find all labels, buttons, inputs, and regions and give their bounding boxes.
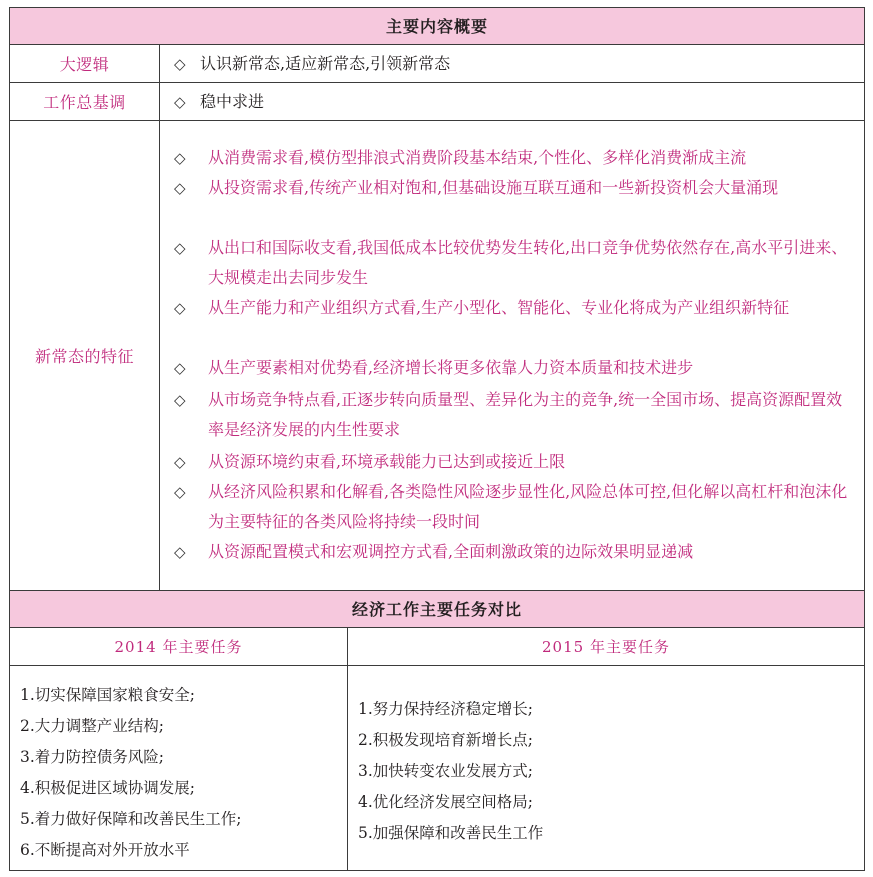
feature-text: 从出口和国际收支看,我国低成本比较优势发生转化,出口竞争优势依然存在,高水平引进来、大规模走出去同步发生 bbox=[208, 238, 848, 287]
list-item: 5.加强保障和改善民生工作 bbox=[358, 824, 544, 842]
diamond-bullet-icon: ◇ bbox=[174, 359, 186, 377]
tone-content bbox=[160, 83, 864, 120]
list-item: 3.加快转变农业发展方式; bbox=[358, 762, 534, 780]
feature-text: 从消费需求看,模仿型排浪式消费阶段基本结束,个性化、多样化消费渐成主流 bbox=[208, 148, 747, 167]
compare-year-headings bbox=[10, 628, 864, 666]
feature-item bbox=[174, 173, 856, 203]
list-item: 1.努力保持经济稳定增长; bbox=[358, 700, 534, 718]
feature-text: 从经济风险积累和化解看,各类隐性风险逐步显性化,风险总体可控,但化解以高杠杆和泡沫化为主要特征的各类风险将持续一段时间 bbox=[208, 482, 848, 531]
compare-tasks bbox=[10, 666, 864, 870]
logic-text: 认识新常态,适应新常态,引领新常态 bbox=[200, 54, 451, 73]
summary-table bbox=[9, 7, 865, 871]
feature-item bbox=[174, 385, 856, 445]
tone-label: 工作总基调 bbox=[10, 83, 160, 120]
list-item: 2.积极发现培育新增长点; bbox=[358, 731, 534, 749]
feature-text: 从生产要素相对优势看,经济增长将更多依靠人力资本质量和技术进步 bbox=[208, 358, 694, 377]
feature-item bbox=[174, 233, 856, 293]
diamond-bullet-icon: ◇ bbox=[174, 299, 186, 317]
features-content bbox=[160, 121, 864, 590]
feature-text: 从生产能力和产业组织方式看,生产小型化、智能化、专业化将成为产业组织新特征 bbox=[208, 298, 790, 317]
list-item: 2.大力调整产业结构; bbox=[20, 717, 165, 735]
diamond-bullet-icon: ◇ bbox=[174, 93, 186, 111]
feature-item bbox=[174, 537, 856, 567]
diamond-bullet-icon: ◇ bbox=[174, 179, 186, 197]
diamond-bullet-icon: ◇ bbox=[174, 391, 186, 409]
year-2014-heading: 2014 年主要任务 bbox=[114, 638, 243, 656]
feature-text: 从资源配置模式和宏观调控方式看,全面刺激政策的边际效果明显递减 bbox=[208, 542, 694, 561]
feature-item bbox=[174, 477, 856, 537]
features-label: 新常态的特征 bbox=[10, 121, 160, 590]
feature-item bbox=[174, 293, 856, 323]
diamond-bullet-icon: ◇ bbox=[174, 239, 186, 257]
list-item: 3.着力防控债务风险; bbox=[20, 748, 165, 766]
feature-item bbox=[174, 143, 856, 173]
list-item: 6.不断提高对外开放水平 bbox=[20, 841, 190, 859]
feature-text: 从市场竞争特点看,正逐步转向质量型、差异化为主的竞争,统一全国市场、提高资源配置效率是经济发展的内生性要求 bbox=[208, 390, 843, 439]
year-2014-heading-cell bbox=[10, 628, 348, 665]
diamond-bullet-icon: ◇ bbox=[174, 453, 186, 471]
row-tone bbox=[10, 83, 864, 121]
logic-content bbox=[160, 45, 864, 82]
feature-text: 从投资需求看,传统产业相对饱和,但基础设施互联互通和一些新投资机会大量涌现 bbox=[208, 178, 779, 197]
diamond-bullet-icon: ◇ bbox=[174, 149, 186, 167]
year-2015-heading: 2015 年主要任务 bbox=[542, 638, 670, 656]
table-title: 主要内容概要 bbox=[385, 17, 488, 36]
year-2015-heading-cell bbox=[348, 628, 864, 665]
diamond-bullet-icon: ◇ bbox=[174, 55, 186, 73]
row-features bbox=[10, 121, 864, 591]
feature-text: 从资源环境约束看,环境承载能力已达到或接近上限 bbox=[208, 452, 566, 471]
list-item: 4.优化经济发展空间格局; bbox=[358, 793, 534, 811]
list-item: 5.着力做好保障和改善民生工作; bbox=[20, 810, 242, 828]
tasks-2014 bbox=[10, 666, 348, 870]
list-item: 4.积极促进区域协调发展; bbox=[20, 779, 196, 797]
tasks-2014-list bbox=[20, 680, 242, 866]
diamond-bullet-icon: ◇ bbox=[174, 483, 186, 501]
table-header bbox=[10, 8, 864, 45]
tone-text: 稳中求进 bbox=[200, 92, 265, 111]
compare-header bbox=[10, 591, 864, 628]
list-item: 1.切实保障国家粮食安全; bbox=[20, 686, 196, 704]
row-logic bbox=[10, 45, 864, 83]
compare-title: 经济工作主要任务对比 bbox=[351, 600, 522, 619]
feature-item bbox=[174, 353, 856, 383]
logic-label: 大逻辑 bbox=[10, 45, 160, 82]
tasks-2015-list bbox=[358, 694, 543, 849]
tasks-2015 bbox=[348, 666, 864, 870]
feature-item bbox=[174, 447, 856, 477]
diamond-bullet-icon: ◇ bbox=[174, 543, 186, 561]
